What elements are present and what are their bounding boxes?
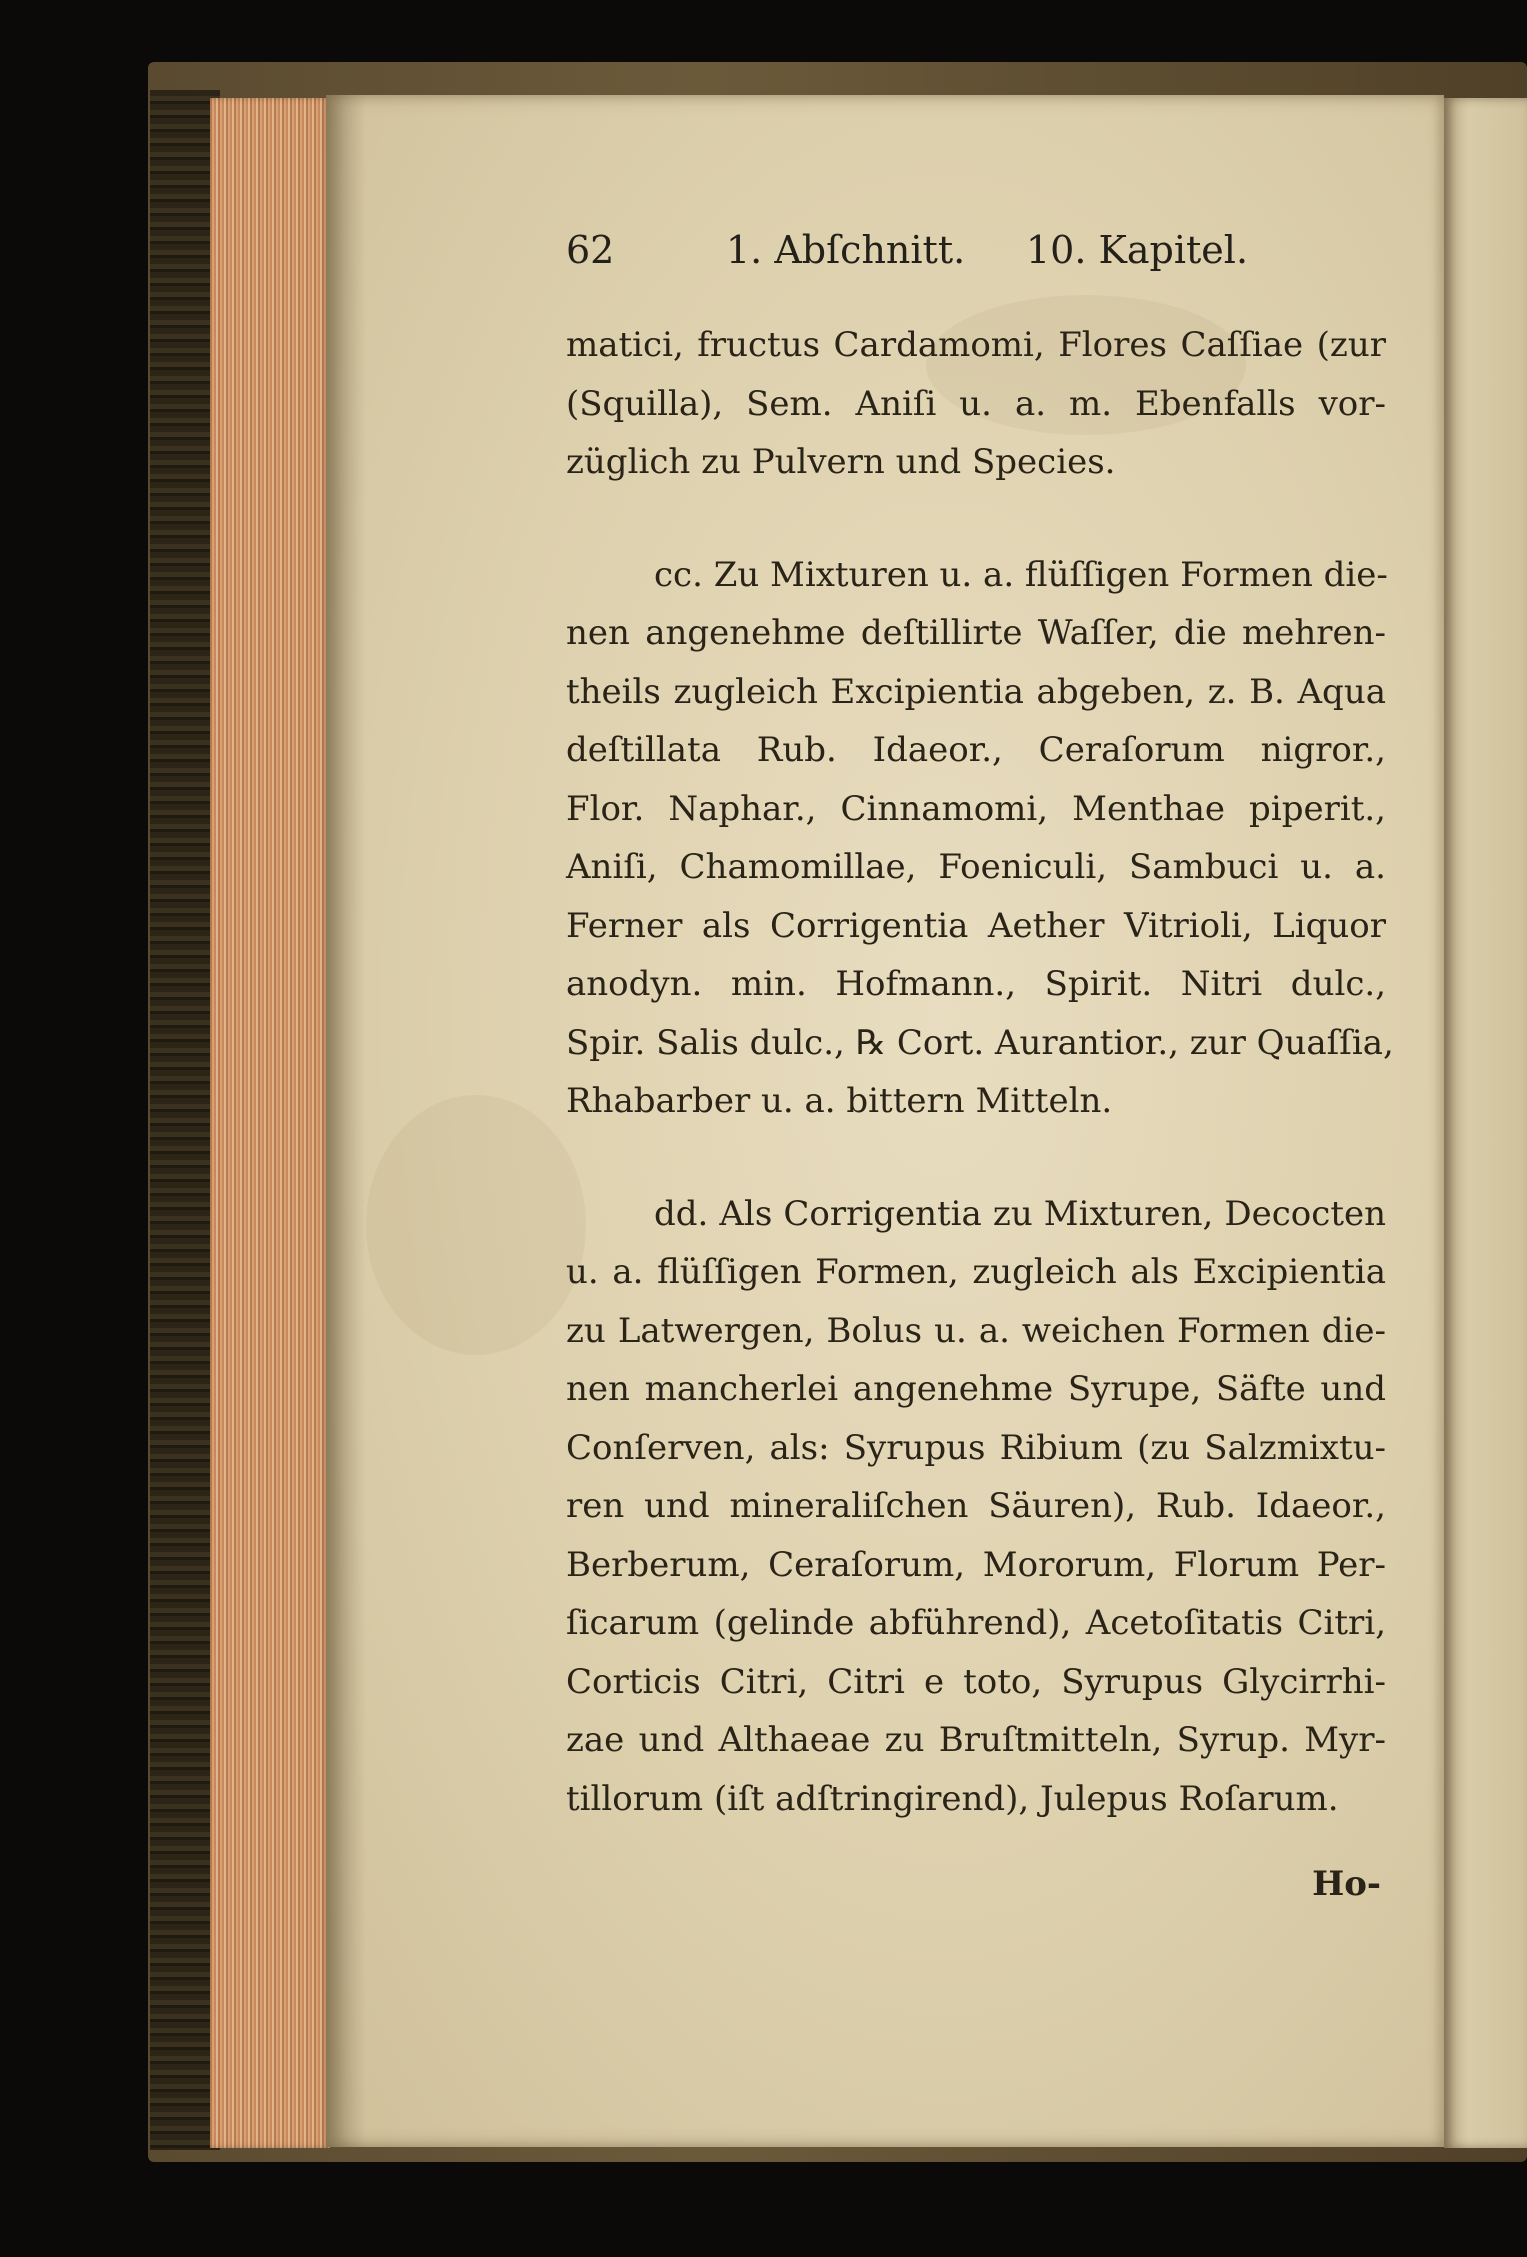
text-line: dd. Als Corrigentia zu Mixturen, Decocten bbox=[654, 1193, 1386, 1234]
text-line: (Squilla), Sem. Aniſi u. a. m. Ebenfalls vor- bbox=[566, 383, 1386, 424]
text-line: Flor. Naphar., Cinnamomi, Menthae piperit., bbox=[566, 788, 1386, 829]
page-stack-edge bbox=[210, 98, 330, 2148]
text-line: cc. Zu Mixturen u. a. flüſſigen Formen die- bbox=[654, 554, 1388, 595]
paper-stain bbox=[366, 1095, 586, 1355]
paragraph-1 bbox=[566, 316, 1386, 492]
gutter-shadow bbox=[326, 95, 366, 2147]
paragraph-gap bbox=[566, 1131, 1386, 1185]
text-line: Spir. Salis dulc., ℞ Cort. Aurantior., zur Quaſſia, bbox=[566, 1022, 1394, 1063]
catchword: Ho- bbox=[1312, 1864, 1381, 1904]
text-line: anodyn. min. Hofmann., Spirit. Nitri dulc., bbox=[566, 964, 1386, 1004]
text-line: Corticis Citri, Citri e toto, Syrupus Glycirrhi- bbox=[566, 1661, 1386, 1702]
text-line: zae und Althaeae zu Bruſtmitteln, Syrup. Myr- bbox=[566, 1720, 1386, 1760]
text-line: Berberum, Ceraſorum, Mororum, Florum Per- bbox=[566, 1544, 1386, 1585]
chapter-heading: 10. Kapitel. bbox=[1026, 228, 1249, 272]
text-line: Ferner als Corrigentia Aether Vitrioli, Liquor bbox=[566, 905, 1386, 946]
paragraph-gap bbox=[566, 492, 1386, 546]
section-heading: 1. Abſchnitt. bbox=[726, 228, 966, 272]
paragraph-dd bbox=[566, 1185, 1386, 1829]
text-line: Rhabarber u. a. bittern Mitteln. bbox=[566, 1081, 1113, 1121]
text-line: theils zugleich Excipientia abgeben, z. B. Aqua bbox=[566, 671, 1386, 712]
page-number: 62 bbox=[566, 228, 615, 272]
text-line: nen angenehme deſtillirte Waſſer, die mehren- bbox=[566, 613, 1386, 653]
text-line: nen mancherlei angenehme Syrupe, Säfte und bbox=[566, 1369, 1386, 1409]
running-head bbox=[566, 228, 1266, 288]
text-line: züglich zu Pulvern und Species. bbox=[566, 442, 1116, 482]
text-line: matici, fructus Cardamomi, Flores Caſſiae (zur bbox=[566, 325, 1386, 365]
text-line: tillorum (iſt adſtringirend), Julepus Roſarum. bbox=[566, 1778, 1339, 1819]
text-line: ſicarum (gelinde abführend), Acetoſitatis Citri, bbox=[566, 1603, 1386, 1643]
text-line: u. a. flüſſigen Formen, zugleich als Excipientia bbox=[566, 1252, 1386, 1292]
text-line: deſtillata Rub. Idaeor., Ceraſorum nigror., bbox=[566, 730, 1386, 770]
body-text bbox=[566, 316, 1394, 1828]
facing-page-edge bbox=[1444, 98, 1527, 2148]
paragraph-cc bbox=[566, 546, 1394, 1131]
text-line: Aniſi, Chamomillae, Foeniculi, Sambuci u. a. bbox=[566, 847, 1386, 887]
text-line: Conſerven, als: Syrupus Ribium (zu Salzmixtu- bbox=[566, 1427, 1386, 1468]
text-line: ren und mineraliſchen Säuren), Rub. Idaeor., bbox=[566, 1486, 1386, 1526]
text-line: zu Latwergen, Bolus u. a. weichen Formen die- bbox=[566, 1310, 1386, 1351]
